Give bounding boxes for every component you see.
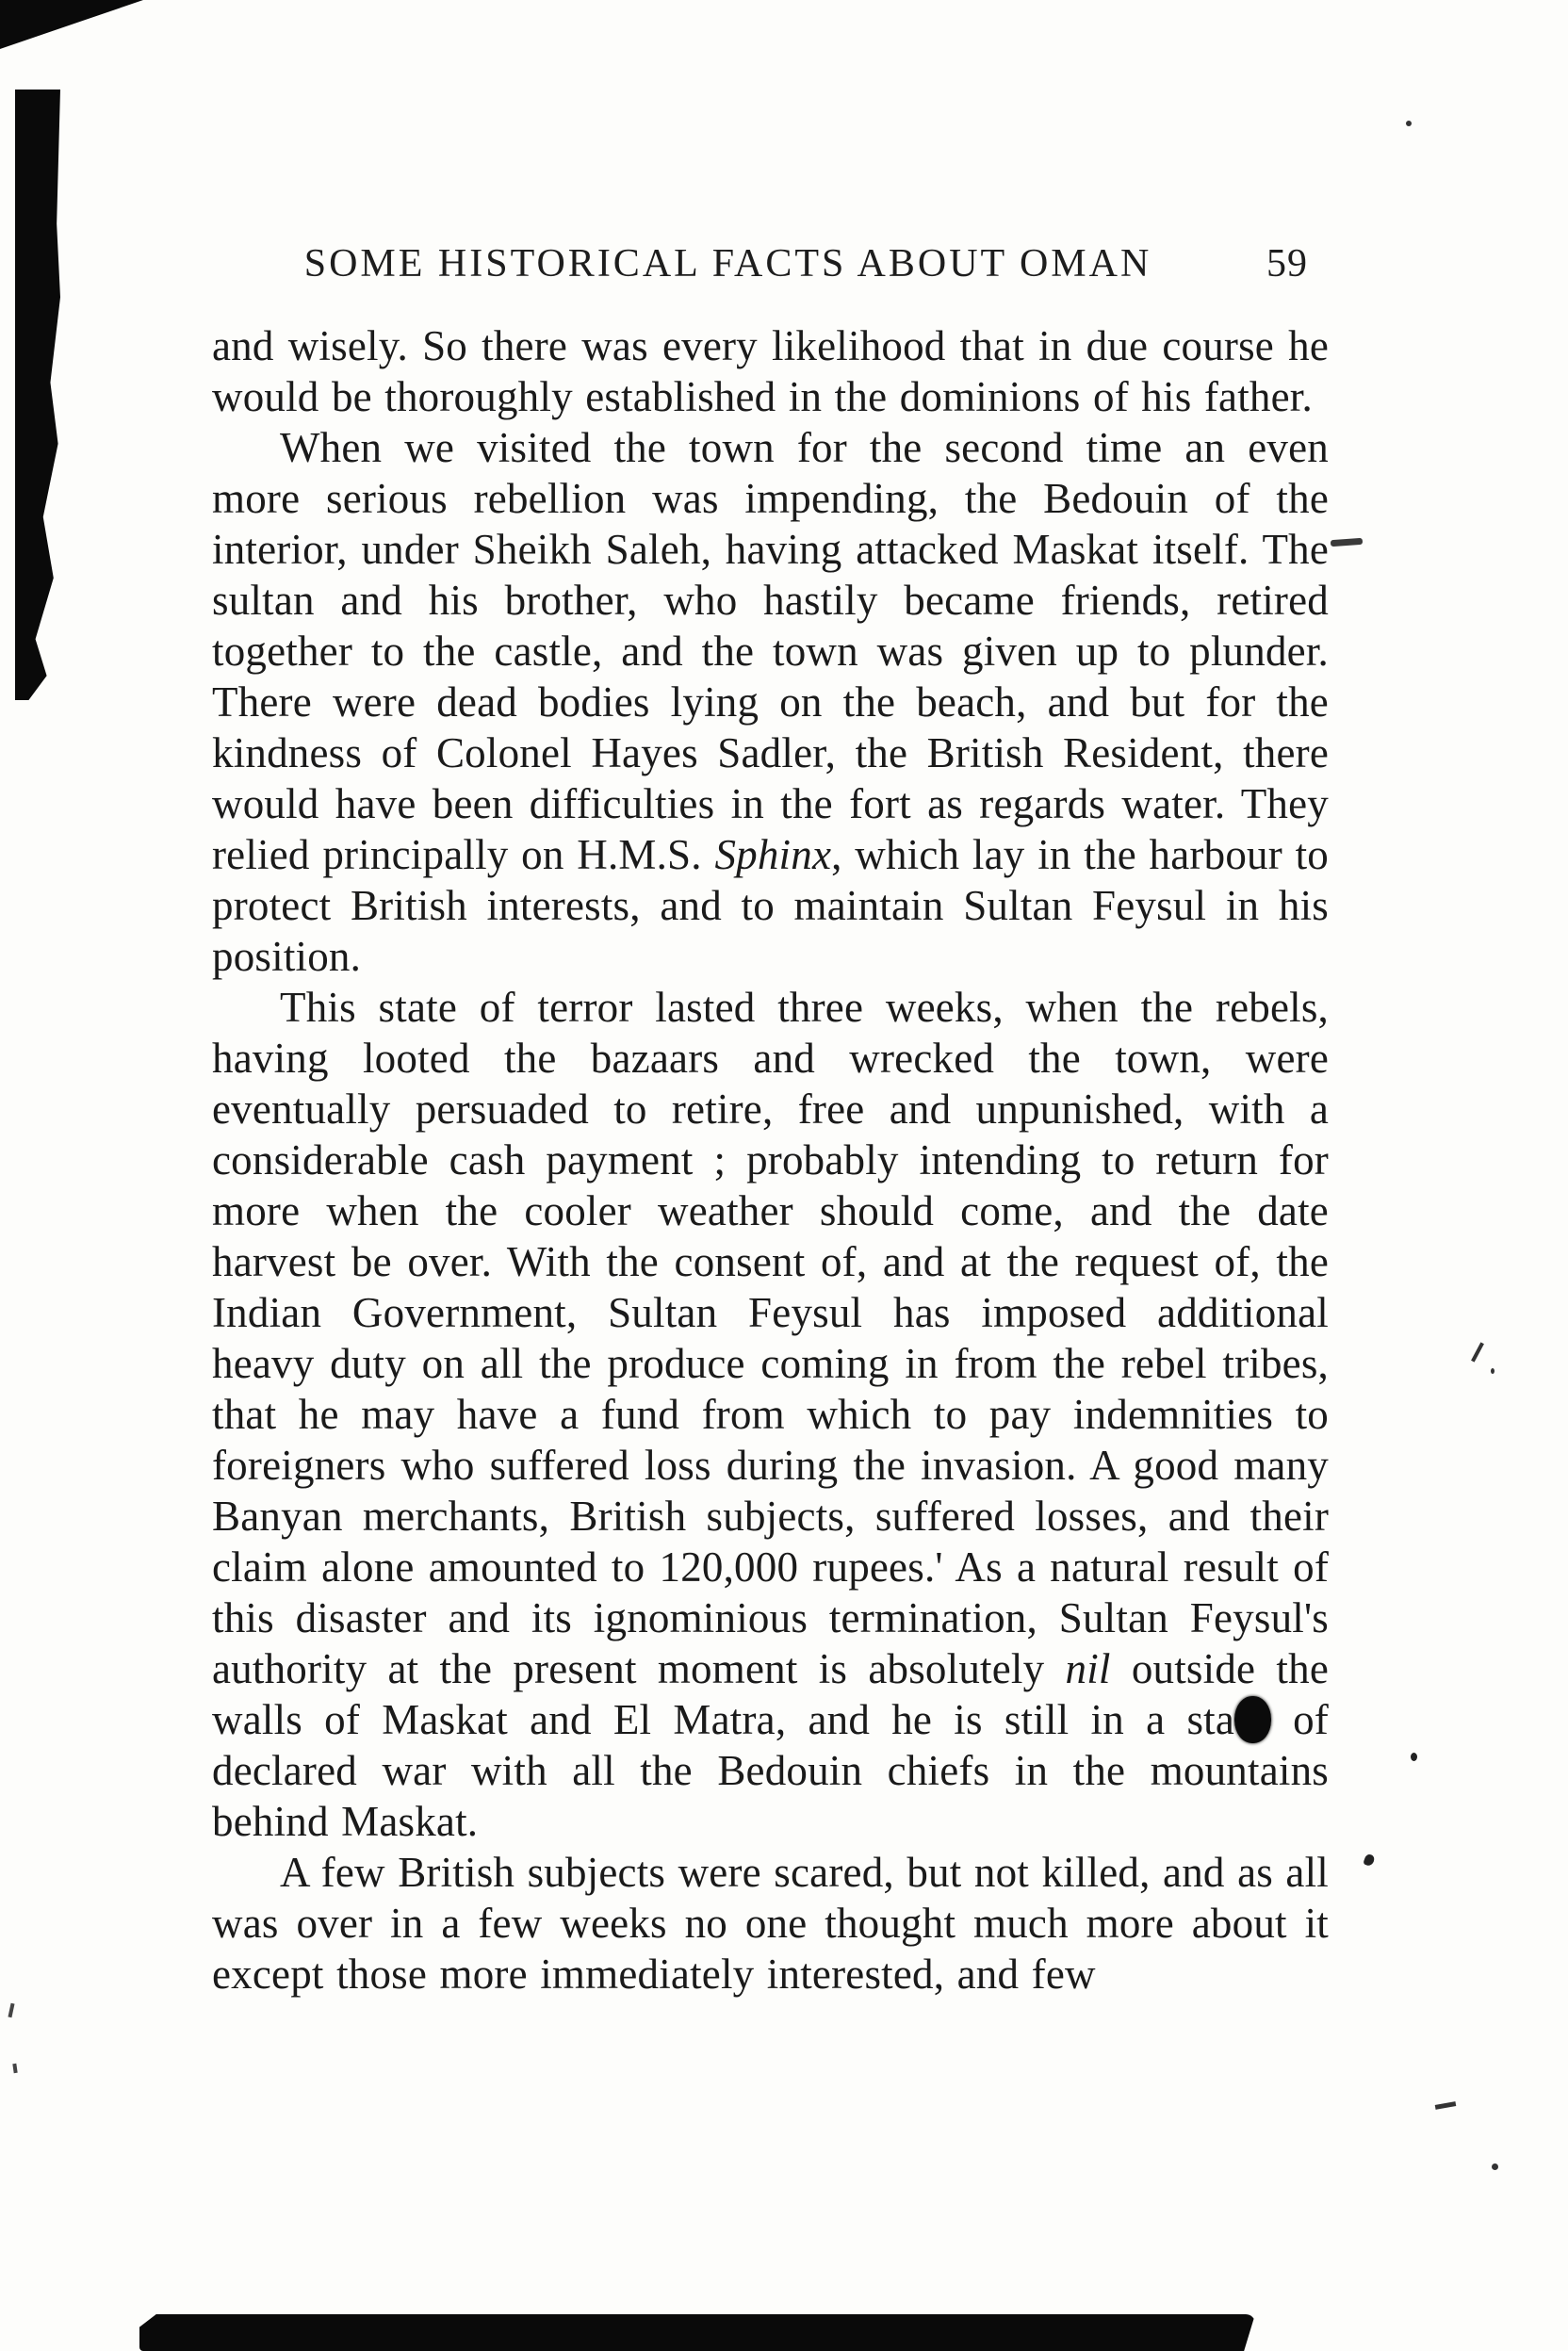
text-run: Sphinx [714, 831, 832, 878]
text-run: This state of terror lasted three weeks, when the rebels, having looted the bazaars and wrecked the town, were eventually persuaded to retire, free and unpunished, with a considerable cash payment ; probably intending to return for more when the cooler weather should come, and the date harvest be over. With the consent of, and at the request of, the Indian Government, Sultan Feysul has imposed additional heavy duty on all the produce coming in from the rebel tribes, that he may have a fund from which to pay indemnities to foreigners who suffered loss during the invasion. A good many Banyan merchants, British subjects, suffered losses, and their claim alone amounted to 120,000 rupees.' As a natural result of this disaster and its ignominious termination, Sultan Feysul's authority at the present moment is absolutely [212, 984, 1329, 1692]
paragraph [212, 982, 1329, 1847]
scan-speck [1435, 2101, 1457, 2110]
scan-speck [1363, 1853, 1376, 1868]
scan-speck [1406, 121, 1412, 126]
text-run: of declared war with all the Bedouin chiefs in the mountains behind Maskat. [212, 1696, 1329, 1845]
scan-speck [1491, 1368, 1494, 1374]
paragraph [212, 320, 1329, 422]
text-run: nil [1065, 1645, 1111, 1692]
scan-speck [1471, 1342, 1484, 1362]
running-title: SOME HISTORICAL FACTS ABOUT OMAN [303, 242, 1152, 286]
paragraph [212, 1847, 1329, 2000]
page-content [212, 241, 1329, 2000]
scan-artifact-bottom-bar [139, 2314, 1255, 2351]
scan-speck [1492, 2163, 1498, 2170]
scan-artifact-left-bar [15, 90, 60, 700]
page-number: 59 [1266, 242, 1308, 286]
scan-artifact-corner [0, 0, 143, 49]
scan-speck [8, 2003, 14, 2018]
ink-blot [1234, 1696, 1271, 1743]
text-run: and wisely. So there was every likelihood that in due course he would be thoroughly established in the dominions of his father. [212, 322, 1329, 420]
scan-speck [12, 2064, 17, 2073]
text-run: outside the walls of Maskat and El Matra, and he is still in a sta [212, 1645, 1329, 1743]
text-run: A few British subjects were scared, but not killed, and as all was over in a few weeks no one thought much more about it except those more immediately interested, and few [212, 1849, 1329, 1998]
paragraph [212, 422, 1329, 982]
page-body [212, 320, 1329, 2000]
text-run: When we visited the town for the second time an even more serious rebellion was impending, the Bedouin of the interior, under Sheikh Saleh, having attacked Maskat itself. The sultan and his brother, who hastily became friends, retired together to the castle, and the town was given up to plunder. There were dead bodies lying on the beach, and but for the kindness of Colonel Hayes Sadler, the British Resident, there would have been difficulties in the fort as regards water. They relied principally on H.M.S. [212, 424, 1329, 878]
scan-speck [1331, 538, 1363, 547]
text-run: , which lay in the harbour to protect British interests, and to maintain Sultan Feysul in his position. [212, 831, 1329, 980]
page-header [212, 241, 1329, 286]
scan-speck [1411, 1753, 1417, 1761]
